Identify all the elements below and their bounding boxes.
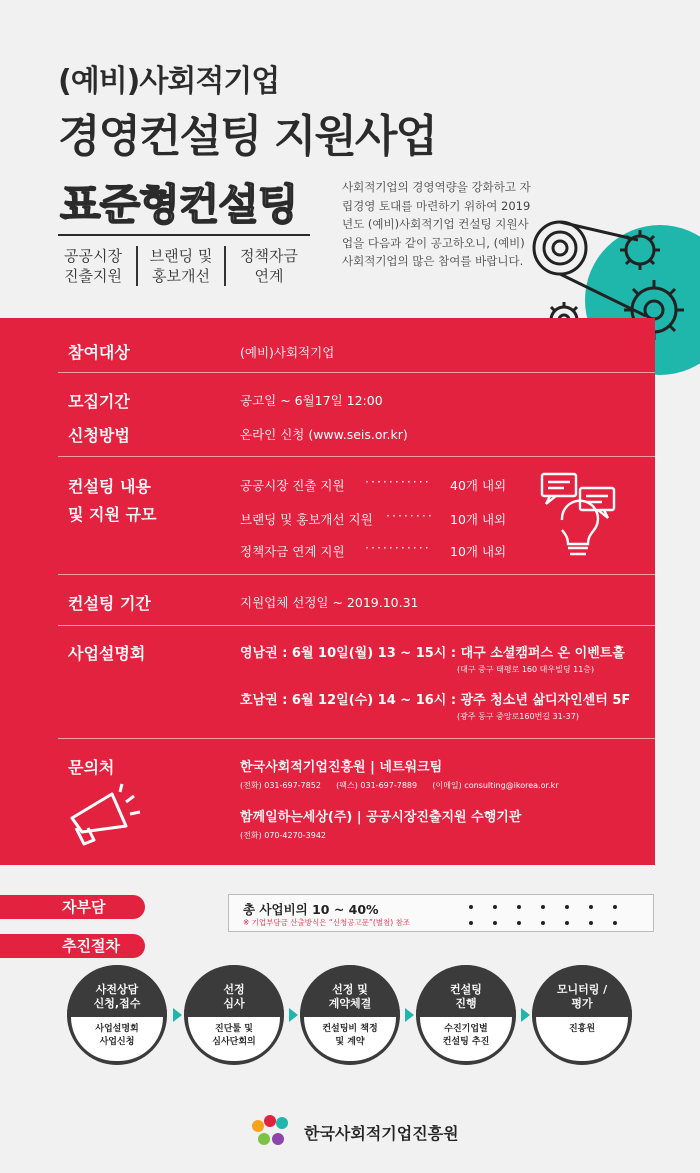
- lightbulb-idea-icon: [538, 470, 618, 560]
- contact-org-2-detail: (전화) 070-4270-3942: [240, 831, 327, 840]
- content-item-name: 정책자금 연계 지원: [240, 544, 345, 559]
- process-arrow-icon: [521, 1008, 530, 1022]
- organization-name: 한국사회적기업진흥원: [304, 1124, 459, 1143]
- divider: [58, 456, 655, 457]
- briefing-honam-address: (광주 동구 중앙로160번길 31-37): [457, 712, 579, 721]
- divider: [58, 574, 655, 575]
- self-pay-note: ※ 기업부담금 산출방식은 “신청공고문”(별첨) 참조: [243, 918, 411, 927]
- feature-public-market: 공공시장 진출지원: [50, 246, 138, 286]
- process-tag: 추진절차: [0, 934, 145, 958]
- period-label: 모집기간: [68, 392, 130, 411]
- process-step-title: 사전상담 신청,접수: [67, 965, 167, 1017]
- process-step-detail: 진흥원: [536, 1017, 628, 1061]
- content-item-name: 공공시장 진출 지원: [240, 478, 345, 493]
- organization-logo: [248, 1112, 298, 1152]
- content-item-dots: ···········: [365, 474, 431, 489]
- self-pay-ratio: 총 사업비의 10 ~ 40%: [243, 902, 379, 917]
- process-arrow-icon: [289, 1008, 298, 1022]
- content-item-amount: 10개 내외: [450, 512, 507, 527]
- process-arrow-icon: [405, 1008, 414, 1022]
- process-step-title: 선정 심사: [184, 965, 284, 1017]
- briefing-label: 사업설명회: [68, 644, 146, 663]
- target-label: 참여대상: [68, 343, 130, 362]
- process-step: [416, 965, 516, 1065]
- content-item-amount: 40개 내외: [450, 478, 507, 493]
- main-title: 경영컨설팅 지원사업: [58, 111, 436, 162]
- process-step-detail: 사업설명회 사업신청: [71, 1017, 163, 1061]
- process-step: [532, 965, 632, 1065]
- content-item-dots: ···········: [365, 540, 431, 555]
- feature-policy-fund: 정책자금 연계: [240, 247, 298, 285]
- process-step: [300, 965, 400, 1065]
- briefing-honam: 호남권 : 6월 12일(수) 14 ~ 16시 : 광주 청소년 삶디자인센터 5F: [240, 693, 631, 708]
- contact-org-2: 함께일하는세상(주) | 공공시장진출지원 수행기관: [240, 810, 522, 825]
- pre-title: (예비)사회적기업: [58, 64, 280, 99]
- divider: [58, 625, 655, 626]
- contact-org-1-detail: (전화) 031-697-7852 (팩스) 031-697-7889 (이메일) consulting@ikorea.or.kr: [240, 781, 559, 790]
- content-item-dots: ········: [386, 508, 434, 523]
- briefing-yeongnam: 영남권 : 6월 10일(월) 13 ~ 15시 : 대구 소셜캠퍼스 온 이벤트홀: [240, 646, 625, 661]
- content-label-2: 및 지원 규모: [68, 505, 157, 524]
- feature-list: [50, 246, 312, 286]
- process-step-title: 모니터링 / 평가: [532, 965, 632, 1017]
- process-arrow-icon: [173, 1008, 182, 1022]
- feature-branding: 브랜딩 및 홍보개선: [138, 246, 226, 286]
- method-value: 온라인 신청 (www.seis.or.kr): [240, 427, 408, 442]
- divider: [58, 372, 655, 373]
- process-step-detail: 진단툴 및 심사단회의: [188, 1017, 280, 1061]
- content-item-amount: 10개 내외: [450, 544, 507, 559]
- sub-title: [60, 172, 297, 232]
- intro-text: 사회적기업의 경영역량을 강화하고 자립경영 토대를 마련하기 위하여 2019년도 (예비)사회적기업 컨설팅 지원사업을 다음과 같이 공고하오니, (예비)사회적기업의 많은 참여를 바랍니다.: [342, 180, 531, 268]
- sub-title-text: 표준형컨설팅: [60, 180, 298, 229]
- duration-label: 컨설팅 기간: [68, 594, 151, 613]
- content-label: 컨설팅 내용: [68, 477, 151, 496]
- process-step: [67, 965, 167, 1065]
- method-label: 신청방법: [68, 426, 130, 445]
- process-step-title: 선정 및 계약체결: [300, 965, 400, 1017]
- dot-pattern-decoration: [461, 899, 641, 929]
- self-pay-box: [228, 894, 654, 932]
- period-value: 공고일 ~ 6월17일 12:00: [240, 393, 383, 408]
- divider: [58, 738, 655, 739]
- duration-value: 지원업체 선정일 ~ 2019.10.31: [240, 595, 419, 610]
- self-pay-tag: 자부담: [0, 895, 145, 919]
- contact-org-1: 한국사회적기업진흥원 | 네트워크팀: [240, 760, 443, 775]
- process-step-detail: 컨설팅비 책정 및 계약: [304, 1017, 396, 1061]
- process-step-detail: 수진기업별 컨설팅 추진: [420, 1017, 512, 1061]
- process-step-title: 컨설팅 진행: [416, 965, 516, 1017]
- megaphone-icon: [66, 782, 146, 852]
- process-step: [184, 965, 284, 1065]
- contact-label: 문의처: [68, 758, 115, 777]
- title-divider: [58, 234, 310, 236]
- briefing-yeongnam-address: (대구 중구 태평로 160 대우빌딩 11층): [457, 665, 595, 674]
- content-item-name: 브랜딩 및 홍보개선 지원: [240, 512, 373, 527]
- target-value: (예비)사회적기업: [240, 345, 335, 360]
